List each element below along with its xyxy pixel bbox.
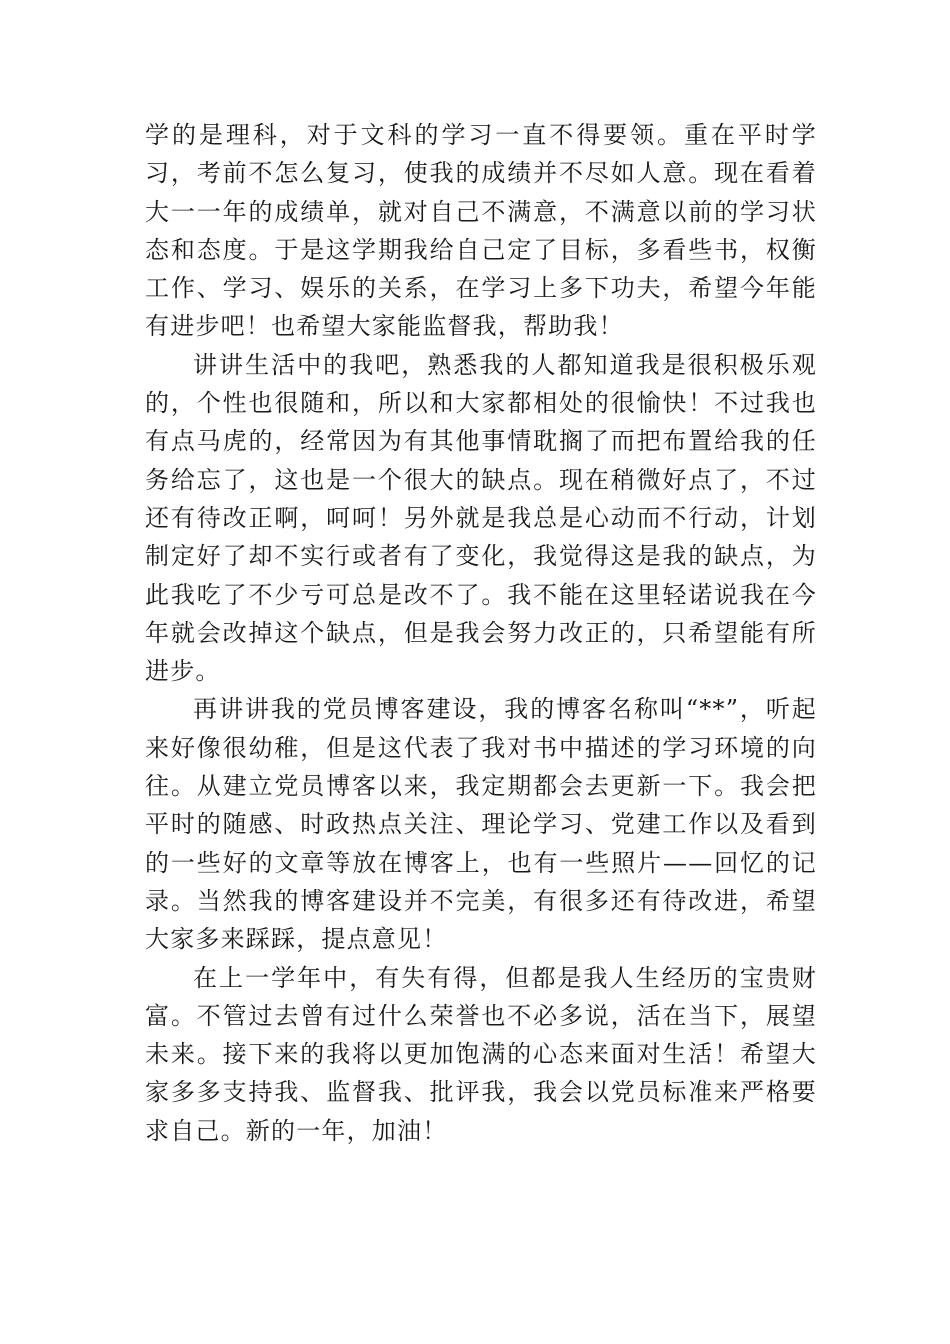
paragraph-life: 讲讲生活中的我吧，熟悉我的人都知道我是很积极乐观的，个性也很随和，所以和大家都相处的很愉快！不过我也有点马虎的，经常因为有其他事情耽搁了而把布置给我的任务给忘了，这也是一个很大的缺点。现在稍微好点了，不过还有待改正啊，呵呵！另外就是我总是心动而不行动，计划制定好了却不实行或者有了变化，我觉得这是我的缺点，为此我吃了不少亏可总是改不了。我不能在这里轻诺说我在今年就会改掉这个缺点，但是我会努力改正的，只希望能有所进步。 xyxy=(145,350,817,686)
paragraph-blog: 再讲讲我的党员博客建设，我的博客名称叫“**”，听起来好像很幼稚，但是这代表了我对书中描述的学习环境的向往。从建立党员博客以来，我定期都会去更新一下。我会把平时的随感、时政热点关注、理论学习、党建工作以及看到的一些好的文章等放在博客上，也有一些照片——回忆的记录。当然我的博客建设并不完美，有很多还有待改进，希望大家多来踩踩，提点意见！ xyxy=(145,695,817,954)
paragraph-conclusion: 在上一学年中，有失有得，但都是我人生经历的宝贵财富。不管过去曾有过什么荣誉也不必多说，活在当下，展望未来。接下来的我将以更加饱满的心态来面对生活！希望大家多多支持我、监督我、批评我，我会以党员标准来严格要求自己。新的一年，加油！ xyxy=(145,963,817,1145)
document-body xyxy=(145,116,817,1150)
paragraph-continued: 学的是理科，对于文科的学习一直不得要领。重在平时学习，考前不怎么复习，使我的成绩并不尽如人意。现在看着大一一年的成绩单，就对自己不满意，不满意以前的学习状态和态度。于是这学期我给自己定了目标，多看些书，权衡工作、学习、娱乐的关系，在学习上多下功夫，希望今年能有进步吧！也希望大家能监督我，帮助我！ xyxy=(145,121,817,341)
